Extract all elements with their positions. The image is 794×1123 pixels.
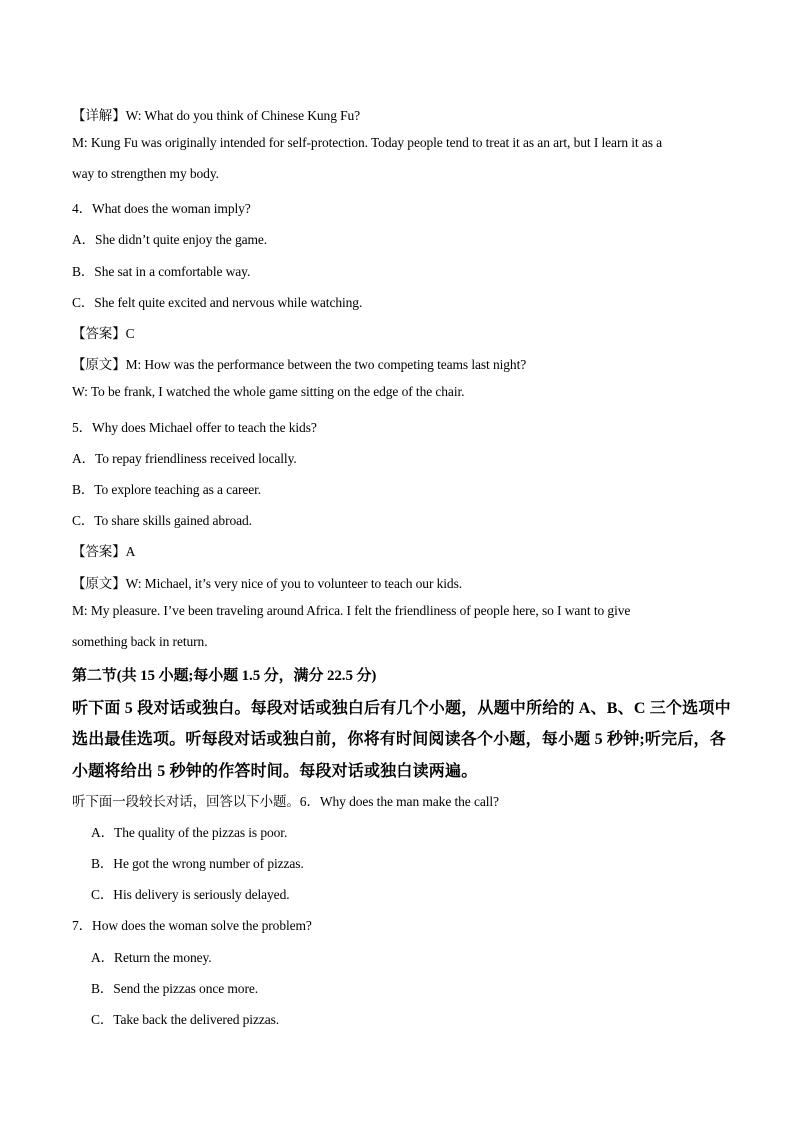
option-a: A．To repay friendliness received locally. (72, 451, 297, 466)
option-c: C．His delivery is seriously delayed. (91, 887, 290, 902)
option-a: A．She didn’t quite enjoy the game. (72, 232, 268, 247)
transcript-line: M: My pleasure. I’ve been traveling around Africa. I felt the friendliness of people here, so I want to give (72, 603, 631, 618)
answer-line: 【答案】C (72, 326, 135, 341)
option-b: B．To explore teaching as a career. (72, 482, 262, 497)
instructions-line: 选出最佳选项。听每段对话或独白前，你将有时间阅读各个小题，每小题 5 秒钟;听完后，各 (72, 731, 726, 748)
transcript-line: M: Kung Fu was originally intended for self-protection. Today people tend to treat it as an art, but I learn it as a (72, 135, 663, 150)
option-c: C．She felt quite excited and nervous while watching. (72, 295, 363, 310)
answer-line: 【答案】A (72, 544, 136, 559)
original-text-line: 【原文】W: Michael, it’s very nice of you to volunteer to teach our kids. (72, 576, 463, 591)
option-c: C．To share skills gained abroad. (72, 513, 252, 528)
instructions-line: 小题将给出 5 秒钟的作答时间。每段对话或独白读两遍。 (72, 763, 478, 780)
option-a: A．The quality of the pizzas is poor. (91, 825, 288, 840)
option-b: B．He got the wrong number of pizzas. (91, 856, 304, 871)
question-7: 7．How does the woman solve the problem? (72, 918, 312, 933)
option-a: A．Return the money. (91, 950, 212, 965)
instructions-line: 听下面 5 段对话或独白。每段对话或独白后有几个小题，从题中所给的 A、B、C 三个选项中 (72, 700, 731, 717)
transcript-line: something back in return. (72, 634, 208, 649)
explanation-line: 【详解】W: What do you think of Chinese Kung Fu? (72, 108, 361, 123)
transcript-line: way to strengthen my body. (72, 166, 219, 181)
question-6: 听下面一段较长对话，回答以下小题。6．Why does the man make the call? (72, 794, 499, 809)
question-5: 5．Why does Michael offer to teach the kids? (72, 420, 317, 435)
original-text-line: 【原文】M: How was the performance between the two competing teams last night? (72, 357, 527, 372)
option-c: C．Take back the delivered pizzas. (91, 1012, 280, 1027)
section-heading: 第二节(共 15 小题;每小题 1.5 分，满分 22.5 分) (72, 668, 377, 684)
question-4: 4．What does the woman imply? (72, 201, 251, 216)
option-b: B．She sat in a comfortable way. (72, 264, 251, 279)
option-b: B．Send the pizzas once more. (91, 981, 259, 996)
transcript-line: W: To be frank, I watched the whole game sitting on the edge of the chair. (72, 384, 465, 399)
